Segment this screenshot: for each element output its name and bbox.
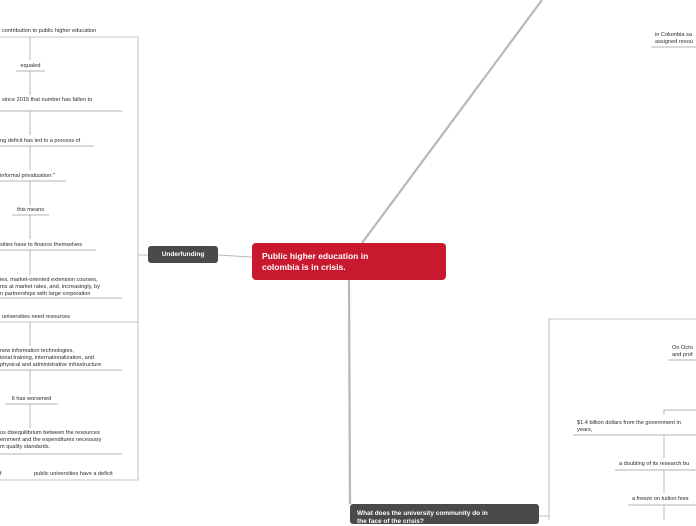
node-finance-themselves[interactable]: sities have to finance themselves (0, 242, 83, 248)
node-tuition-freeze[interactable]: a freeze on tuition fees (632, 496, 689, 502)
node-new-technologies[interactable]: new information technologies, ional training, internationalization, and physical and administrative infrastructure (0, 348, 102, 368)
central-topic[interactable]: Public higher education in colombia is in crisis. (252, 243, 446, 280)
branch-line-underfunding (218, 255, 252, 257)
branch-line-upper-right (362, 0, 542, 243)
node-colombia-assigned[interactable]: in Colombia sa assigned resou (655, 32, 693, 45)
branch-line-bottom (349, 280, 350, 504)
node-it-has-worsened[interactable]: It has worsened (11, 396, 52, 402)
node-universities-deficit[interactable]: public universities have a deficit (34, 471, 113, 477)
node-equaled[interactable]: equaled (20, 63, 41, 69)
branch-underfunding[interactable]: Underfunding (148, 246, 218, 263)
right-connectors (573, 47, 696, 520)
node-extension-courses[interactable]: ies, market-oriented extension courses, ms at market rates, and, increasingly, by n partnerships with large corporation (0, 277, 101, 297)
node-deficit-process[interactable]: ng deficit has led to a process of (0, 138, 81, 144)
node-disequilibrium[interactable]: us disequilibrium between the resources ernment and the expenditures necessary m quality standards. (0, 430, 102, 450)
node-since-2015[interactable]: since 2015 that number has fallen to (2, 97, 93, 103)
node-research-budget[interactable]: a doubling of its research bu (619, 461, 690, 467)
node-f[interactable]: f (0, 471, 2, 477)
branch-university-community[interactable]: What does the university community do in the face of the crisis? (350, 504, 539, 524)
node-need-resources[interactable]: universities need resources (2, 314, 71, 320)
node-contribution[interactable]: contribution to public higher education (2, 28, 97, 34)
node-this-means[interactable]: this means (16, 207, 45, 213)
node-informal-privatization[interactable]: informal privatization:" (0, 173, 55, 179)
node-october[interactable]: On Octo and prof (672, 345, 693, 358)
node-billion-dollars[interactable]: $1.4 billion dollars from the government in years, (577, 420, 681, 433)
